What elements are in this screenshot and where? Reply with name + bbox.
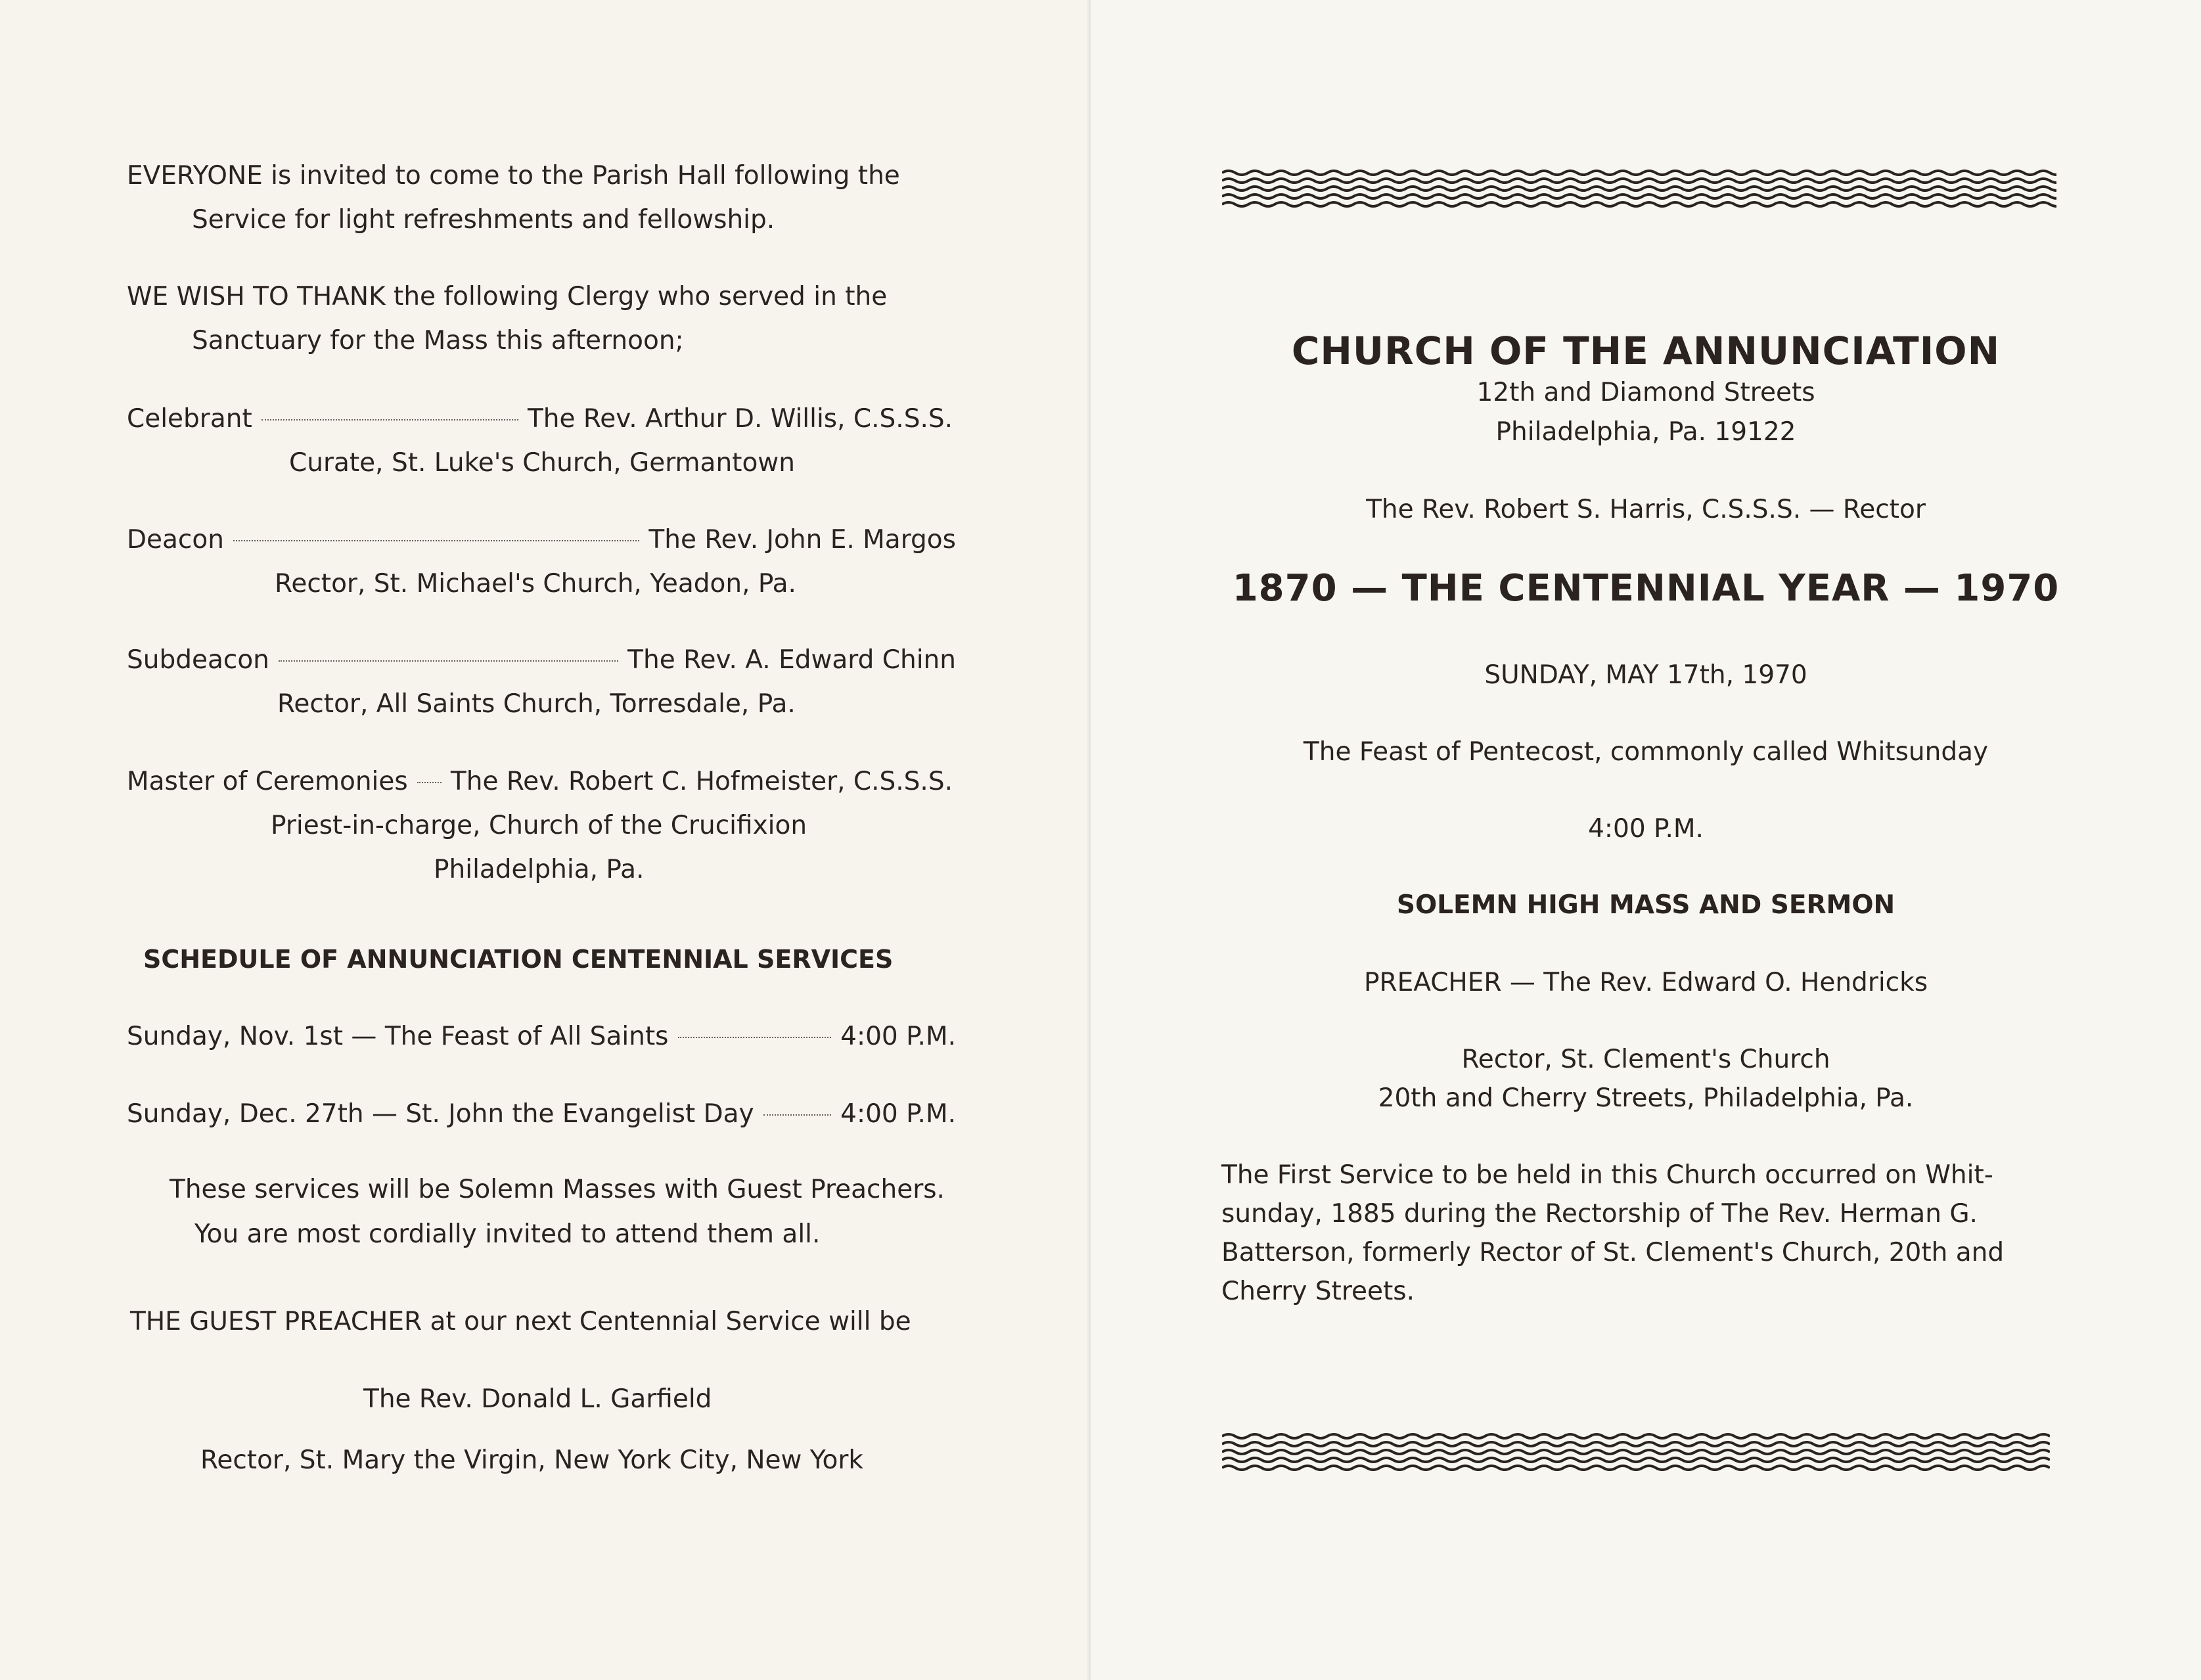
centennial-title: 1870 — THE CENTENNIAL YEAR — 1970 <box>1232 567 2060 610</box>
address-line-2: Philadelphia, Pa. 19122 <box>1495 417 1796 447</box>
bottom-wavy-rule <box>1222 1431 2050 1477</box>
church-name: CHURCH OF THE ANNUNCIATION <box>1291 329 2001 373</box>
right-page <box>1091 0 2201 1680</box>
clergy-subdeacon: Subdeacon The Rev. A. Edward Chinn <box>127 645 956 675</box>
guest-detail: Rector, St. Mary the Virgin, New York City, New York <box>200 1445 863 1475</box>
clergy-master-of-ceremonies: Master of Ceremonies The Rev. Robert C. Hofmeister, C.S.S.S. <box>127 767 953 796</box>
clergy-deacon: Deacon The Rev. John E. Margos <box>127 525 956 555</box>
rector-line: The Rev. Robert S. Harris, C.S.S.S. — Rector <box>1366 495 1926 524</box>
service-time: 4:00 P.M. <box>1588 814 1704 844</box>
schedule-row: Sunday, Nov. 1st — The Feast of All Saints 4:00 P.M. <box>127 1022 956 1051</box>
clergy-moc-detail-2: Philadelphia, Pa. <box>434 855 645 884</box>
thanks-line-1: WE WISH TO THANK the following Clergy who served in the <box>127 282 888 311</box>
preacher-detail-1: Rector, St. Clement's Church <box>1461 1045 1830 1074</box>
clergy-deacon-detail: Rector, St. Michael's Church, Yeadon, Pa. <box>275 569 796 599</box>
guest-intro: THE GUEST PREACHER at our next Centennial Service will be <box>130 1307 911 1336</box>
schedule-row: Sunday, Dec. 27th — St. John the Evangelist Day 4:00 P.M. <box>127 1099 956 1129</box>
schedule-note-2: You are most cordially invited to attend them all. <box>194 1219 821 1249</box>
history-line-2: sunday, 1885 during the Rectorship of The Rev. Herman G. <box>1221 1199 1978 1229</box>
history-line-3: Batterson, formerly Rector of St. Clement's Church, 20th and <box>1221 1238 2005 1267</box>
top-wavy-rule <box>1222 168 2056 214</box>
schedule-note-1: These services will be Solemn Masses with Guest Preachers. <box>170 1175 945 1204</box>
thanks-line-2: Sanctuary for the Mass this afternoon; <box>192 326 684 355</box>
preacher-detail-2: 20th and Cherry Streets, Philadelphia, Pa. <box>1378 1083 1914 1113</box>
clergy-moc-detail-1: Priest-in-charge, Church of the Crucifixion <box>271 811 807 840</box>
feast-line: The Feast of Pentecost, commonly called Whitsunday <box>1303 737 1989 767</box>
history-line-4: Cherry Streets. <box>1221 1277 1415 1306</box>
history-line-1: The First Service to be held in this Church occurred on Whit- <box>1221 1160 1993 1190</box>
preacher-line: PREACHER — The Rev. Edward O. Hendricks <box>1363 968 1928 997</box>
clergy-celebrant: Celebrant The Rev. Arthur D. Willis, C.S.S.S. <box>127 404 953 434</box>
invite-line-2: Service for light refreshments and fellowship. <box>192 205 775 235</box>
clergy-celebrant-detail: Curate, St. Luke's Church, Germantown <box>289 448 795 478</box>
clergy-subdeacon-detail: Rector, All Saints Church, Torresdale, Pa. <box>277 689 796 719</box>
address-line-1: 12th and Diamond Streets <box>1476 378 1815 407</box>
service-date: SUNDAY, MAY 17th, 1970 <box>1484 660 1807 690</box>
service-type: SOLEMN HIGH MASS AND SERMON <box>1396 890 1895 920</box>
left-page <box>0 0 1091 1680</box>
guest-name: The Rev. Donald L. Garfield <box>363 1384 712 1414</box>
invite-line-1: EVERYONE is invited to come to the Parish Hall following the <box>127 161 900 191</box>
schedule-heading: SCHEDULE OF ANNUNCIATION CENTENNIAL SERVICES <box>143 945 894 974</box>
